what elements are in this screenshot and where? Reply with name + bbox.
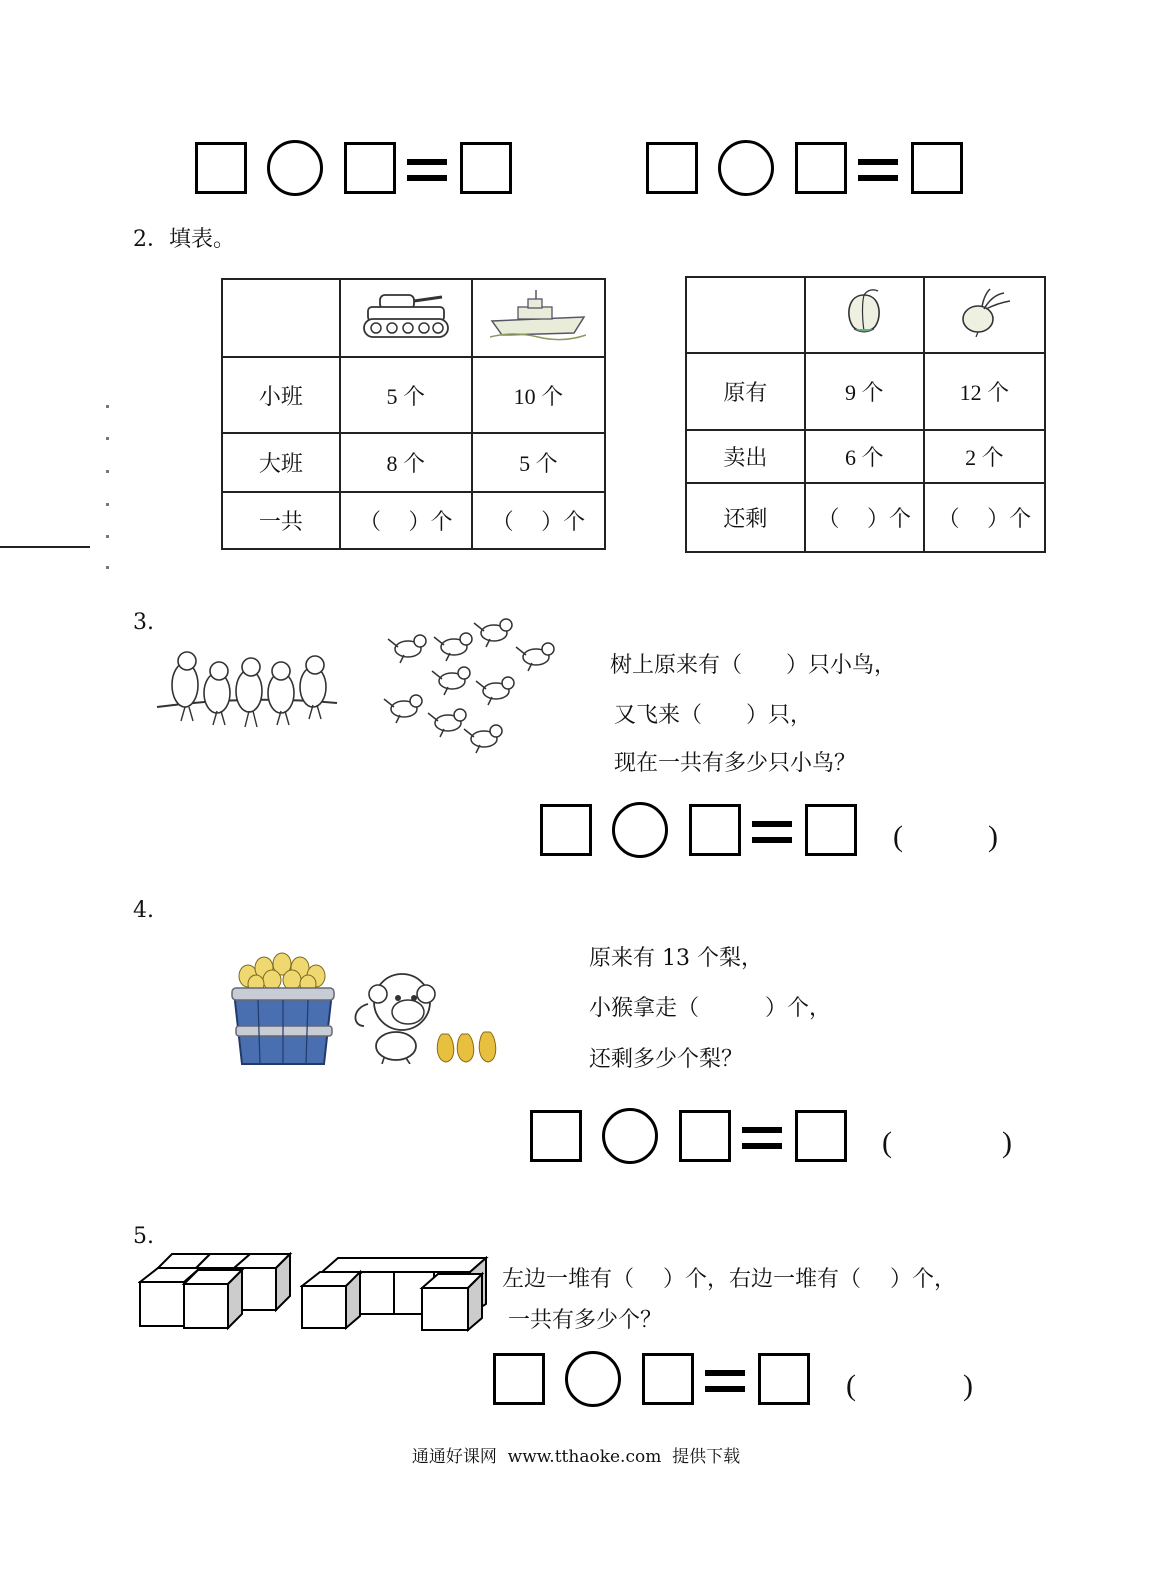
radish-icon [924,277,1045,353]
table-produce [685,276,1046,553]
unit-paren-open: ( [882,1126,892,1159]
answer-box[interactable] [646,142,698,194]
equals-sign [752,821,792,843]
equation-top-left [195,142,515,196]
table-cell: 8 个 [340,433,472,492]
row-label: 卖出 [686,430,805,483]
margin-dot [106,503,109,506]
answer-box[interactable] [540,804,592,856]
unit-paren-open: ( [893,820,903,853]
answer-box[interactable] [460,142,512,194]
answer-box[interactable] [758,1353,810,1405]
operator-circle[interactable] [602,1108,658,1164]
q4-number: 4. [133,898,154,923]
q3-line-2: 又飞来（ ）只， [614,703,813,728]
answer-box[interactable] [642,1353,694,1405]
table-cell: 5 个 [340,357,472,433]
answer-cell[interactable]: （ ）个 [924,483,1045,552]
table-toys [221,278,606,550]
table-cell: 2 个 [924,430,1045,483]
answer-cell[interactable]: （ ）个 [805,483,924,552]
unit-paren-close: ) [963,1369,973,1402]
tank-icon [340,279,472,357]
answer-box[interactable] [530,1110,582,1162]
monkey-with-pears-illustration [350,964,505,1064]
answer-box[interactable] [795,142,847,194]
margin-dot [106,437,109,440]
margin-dot [106,535,109,538]
table-corner [686,277,805,353]
q2-heading: 2．填表。 [133,227,235,252]
equals-sign [705,1370,745,1392]
unit-paren-close: ) [988,820,998,853]
footer-credit: 通通好课网 www.tthaoke.com 提供下载 [411,1447,741,1467]
table-cell: 6 个 [805,430,924,483]
equation-q4 [530,1110,850,1164]
margin-dot [106,566,109,569]
equation-top-right [646,142,966,196]
q3-number: 3. [133,610,154,635]
answer-box[interactable] [689,804,741,856]
operator-circle[interactable] [718,140,774,196]
q5-line-2: 一共有多少个？ [508,1308,663,1333]
table-cell: 9 个 [805,353,924,430]
margin-rule [0,546,90,548]
answer-cell[interactable]: （ ）个 [340,492,472,549]
pear-basket-illustration [228,952,338,1072]
equals-sign [742,1127,782,1149]
q3-line-3: 现在一共有多少只小鸟？ [614,751,857,776]
q3-line-1: 树上原来有（ ）只小鸟， [610,653,897,678]
operator-circle[interactable] [612,802,668,858]
row-label: 原有 [686,353,805,430]
right-cube-pile-illustration [300,1254,492,1334]
row-label: 一共 [222,492,340,549]
q4-line-3: 还剩多少个梨？ [589,1047,744,1072]
row-label: 小班 [222,357,340,433]
answer-box[interactable] [344,142,396,194]
answer-box[interactable] [911,142,963,194]
operator-circle[interactable] [565,1351,621,1407]
answer-box[interactable] [795,1110,847,1162]
ship-icon [472,279,605,357]
equation-q5 [493,1353,813,1407]
answer-box[interactable] [805,804,857,856]
q4-line-2: 小猴拿走（ ）个， [589,996,832,1021]
unit-paren-open: ( [846,1369,856,1402]
table-cell: 5 个 [472,433,605,492]
row-label: 还剩 [686,483,805,552]
equals-sign [858,159,898,181]
unit-paren-close: ) [1002,1126,1012,1159]
table-cell: 12 个 [924,353,1045,430]
answer-box[interactable] [679,1110,731,1162]
equation-q3 [540,804,860,858]
perched-birds-illustration [155,645,340,735]
answer-box[interactable] [493,1353,545,1405]
q5-line-1: 左边一堆有（ ）个，右边一堆有（ ）个， [502,1267,956,1292]
q5-number: 5. [133,1224,154,1249]
flying-birds-illustration [382,617,562,765]
margin-dot [106,405,109,408]
margin-dot [106,470,109,473]
row-label: 大班 [222,433,340,492]
peach-icon [805,277,924,353]
answer-box[interactable] [195,142,247,194]
equals-sign [407,159,447,181]
table-cell: 10 个 [472,357,605,433]
table-corner [222,279,340,357]
answer-cell[interactable]: （ ）个 [472,492,605,549]
operator-circle[interactable] [267,140,323,196]
q4-line-1: 原来有 13 个梨， [589,946,763,971]
left-cube-pile-illustration [138,1252,293,1332]
